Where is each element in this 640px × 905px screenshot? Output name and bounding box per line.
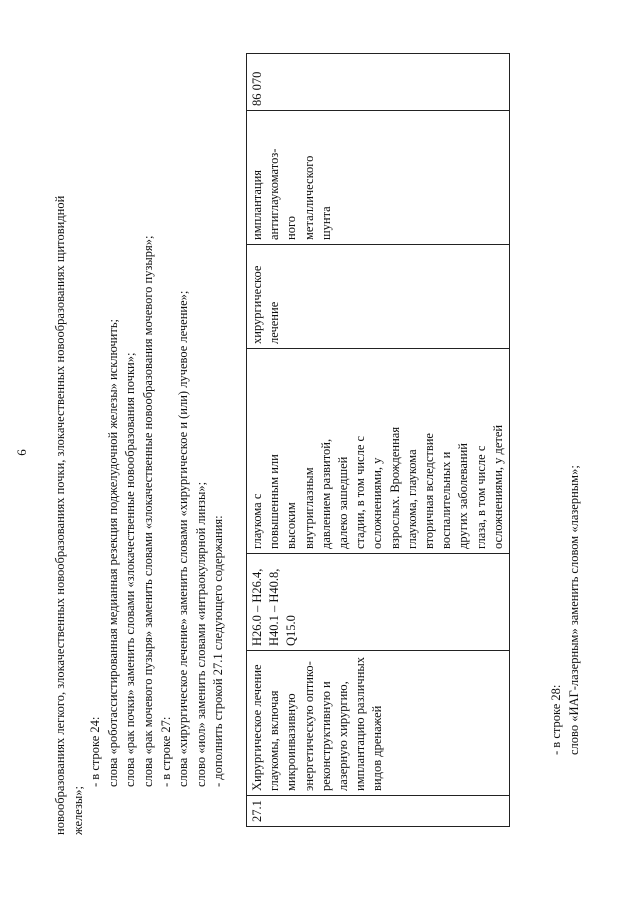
cost-norm-cell: 86 070	[247, 54, 510, 111]
text-line: слово «ИАГ-лазерным» заменить словом «лазерным»;	[566, 465, 581, 755]
cell-line: лазерную хирургию,	[336, 681, 351, 791]
cell-line: энергетическую оптико-	[301, 661, 316, 791]
cell-line: видов дренажей	[370, 705, 385, 791]
patient-model-cell	[247, 349, 510, 554]
text-line: новообразованиях легкого, злокачественных новообразованиях почки, злокачественных новообразованиях щитовидной	[53, 195, 67, 835]
cell-line: имплантацию различных	[353, 656, 368, 791]
cell-line: глаукомы, включая	[267, 690, 282, 791]
treatment-type-cell	[247, 245, 510, 349]
page-number: 6	[14, 449, 29, 456]
row-number: 27.1	[247, 796, 510, 827]
cell-line: высоким	[284, 502, 299, 549]
cell-line: Q15.0	[284, 615, 299, 646]
cell-line: H40.1 – H40.8,	[267, 568, 282, 646]
cell-line: хирургическое	[250, 265, 264, 344]
cell-line: микроинвазивную	[284, 693, 299, 791]
table-row	[247, 54, 510, 827]
cell-line: Хирургическое лечение	[250, 664, 264, 791]
text-line: железы»;	[70, 785, 85, 835]
amendment-text	[52, 65, 228, 835]
cell-line: антиглаукоматоз-	[267, 148, 282, 240]
text-line: слово «иол» заменить словами «интраокулярной линзы»;	[193, 481, 208, 787]
text-line: - в строке 27:	[158, 716, 173, 787]
cell-line: глаза, в том числе с	[473, 445, 488, 549]
cell-line: вторичная вследствие	[422, 433, 437, 549]
text-line: - дополнить строкой 27.1 следующего содержания:	[211, 515, 226, 787]
cell-line: воспалительных и	[439, 451, 454, 549]
text-line: - в строке 28:	[549, 684, 563, 755]
service-name-cell	[247, 651, 510, 796]
cell-line: стадии, в том числе с	[353, 435, 368, 549]
after-table-text	[548, 465, 583, 755]
cell-line: давлением развитой,	[318, 438, 333, 549]
cell-line: далеко зашедшей	[336, 456, 351, 549]
text-line: слова «рак почки» заменить словами «злокачественные новообразования почки»;	[123, 352, 138, 787]
cell-line: ного	[284, 215, 299, 240]
cell-line: глаукома, глаукома	[404, 449, 419, 549]
cell-line: реконструктивную и	[318, 681, 333, 791]
cell-line: взрослых. Врожденная	[387, 426, 402, 549]
cell-line: имплантация	[250, 169, 264, 240]
text-line: слова «рак мочевого пузыря» заменить словами «злокачественные новообразования мочевого пузыря»;	[140, 235, 155, 787]
services-table	[246, 53, 510, 827]
text-line: слова «роботассистированная медианная резекция поджелудочной железы» исключить;	[105, 318, 120, 787]
treatment-method-cell	[247, 111, 510, 245]
cell-line: лечение	[267, 301, 282, 344]
cell-line: повышенным или	[267, 454, 282, 549]
cell-line: H26.0 – H26.4,	[250, 568, 264, 646]
cell-line: осложнениями, у детей	[490, 424, 505, 549]
cell-line: глаукома с	[250, 493, 264, 549]
icd-codes-cell	[247, 554, 510, 651]
cell-line: осложнениями, у	[370, 457, 385, 549]
text-line: слова «хирургическое лечение» заменить словами «хирургическое и (или) лучевое лечение»;	[176, 290, 191, 787]
cell-line: шунта	[318, 206, 333, 240]
cell-line: металлического	[301, 155, 316, 240]
text-line: - в строке 24:	[88, 716, 103, 787]
cell-line: других заболеваний	[456, 443, 471, 549]
cell-line: внутриглазным	[301, 467, 316, 549]
